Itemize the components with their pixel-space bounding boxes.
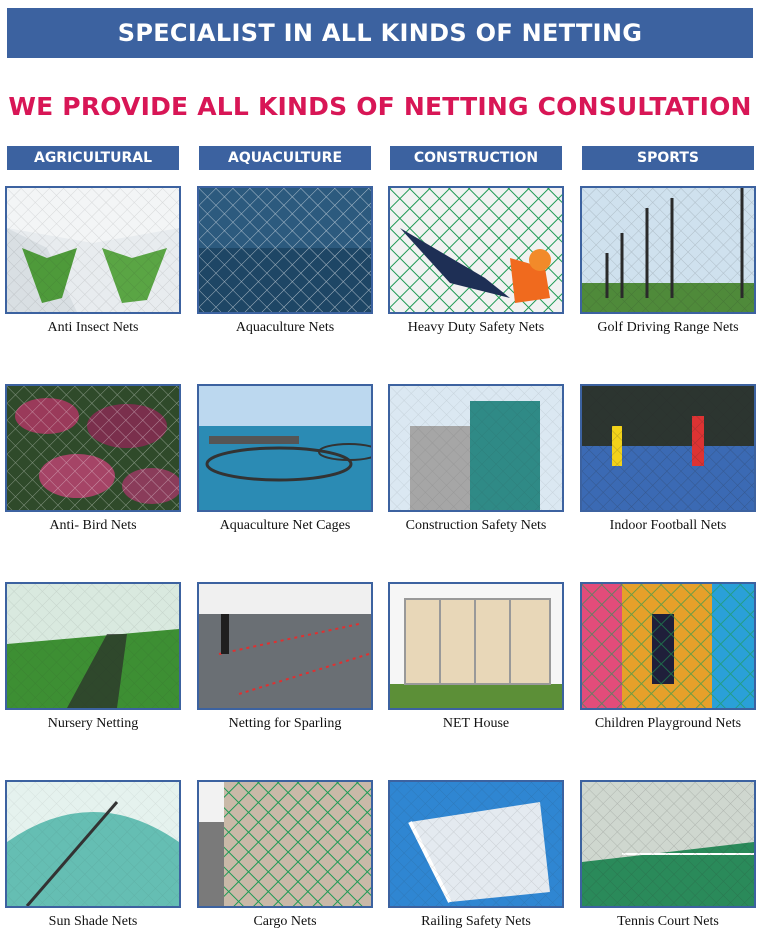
product-image-railing — [388, 780, 564, 908]
product-caption: Golf Driving Range Nets — [597, 320, 739, 335]
product-caption: Anti- Bird Nets — [49, 518, 137, 533]
product-card-railing[interactable] — [388, 780, 564, 930]
product-caption: Railing Safety Nets — [421, 914, 531, 929]
product-caption: Construction Safety Nets — [405, 518, 547, 533]
category-header-agricultural: AGRICULTURAL — [7, 146, 179, 170]
product-image-playground — [580, 582, 756, 710]
product-caption: Netting for Sparling — [228, 716, 342, 731]
product-card-heavy-duty[interactable] — [388, 186, 564, 336]
product-image-sparling — [197, 582, 373, 710]
product-image-cargo — [197, 780, 373, 908]
category-header-sports: SPORTS — [582, 146, 754, 170]
product-card-sparling[interactable] — [197, 582, 373, 732]
category-header-construction: CONSTRUCTION — [390, 146, 562, 170]
top-banner: SPECIALIST IN ALL KINDS OF NETTING — [7, 8, 753, 58]
product-image-golf — [580, 186, 756, 314]
product-image-indoor-football — [580, 384, 756, 512]
product-caption: Indoor Football Nets — [609, 518, 727, 533]
product-card-cargo[interactable] — [197, 780, 373, 930]
product-card-anti-insect[interactable] — [5, 186, 181, 336]
product-caption: Aquaculture Net Cages — [219, 518, 351, 533]
product-image-heavy-duty — [388, 186, 564, 314]
product-card-aquaculture-nets[interactable] — [197, 186, 373, 336]
product-image-anti-bird — [5, 384, 181, 512]
product-image-anti-insect — [5, 186, 181, 314]
product-card-anti-bird[interactable] — [5, 384, 181, 534]
product-caption: NET House — [442, 716, 510, 731]
product-caption: Anti Insect Nets — [47, 320, 139, 335]
product-image-construction-safety — [388, 384, 564, 512]
product-caption: Tennis Court Nets — [617, 914, 719, 929]
product-card-net-house[interactable] — [388, 582, 564, 732]
product-card-playground[interactable] — [580, 582, 756, 732]
product-card-aqua-cages[interactable] — [197, 384, 373, 534]
product-image-nursery — [5, 582, 181, 710]
product-caption: Children Playground Nets — [594, 716, 742, 731]
headline: WE PROVIDE ALL KINDS OF NETTING CONSULTATION — [8, 92, 752, 121]
product-image-sun-shade — [5, 780, 181, 908]
product-caption: Sun Shade Nets — [48, 914, 138, 929]
product-caption: Cargo Nets — [253, 914, 317, 929]
product-image-net-house — [388, 582, 564, 710]
product-card-indoor-football[interactable] — [580, 384, 756, 534]
product-caption: Nursery Netting — [47, 716, 139, 731]
product-caption: Heavy Duty Safety Nets — [407, 320, 545, 335]
product-caption: Aquaculture Nets — [235, 320, 335, 335]
product-card-tennis[interactable] — [580, 780, 756, 930]
product-image-aqua-cages — [197, 384, 373, 512]
category-header-aquaculture: AQUACULTURE — [199, 146, 371, 170]
product-card-sun-shade[interactable] — [5, 780, 181, 930]
product-card-nursery[interactable] — [5, 582, 181, 732]
product-image-aquaculture-nets — [197, 186, 373, 314]
product-card-golf[interactable] — [580, 186, 756, 336]
product-image-tennis — [580, 780, 756, 908]
product-card-construction-safety[interactable] — [388, 384, 564, 534]
